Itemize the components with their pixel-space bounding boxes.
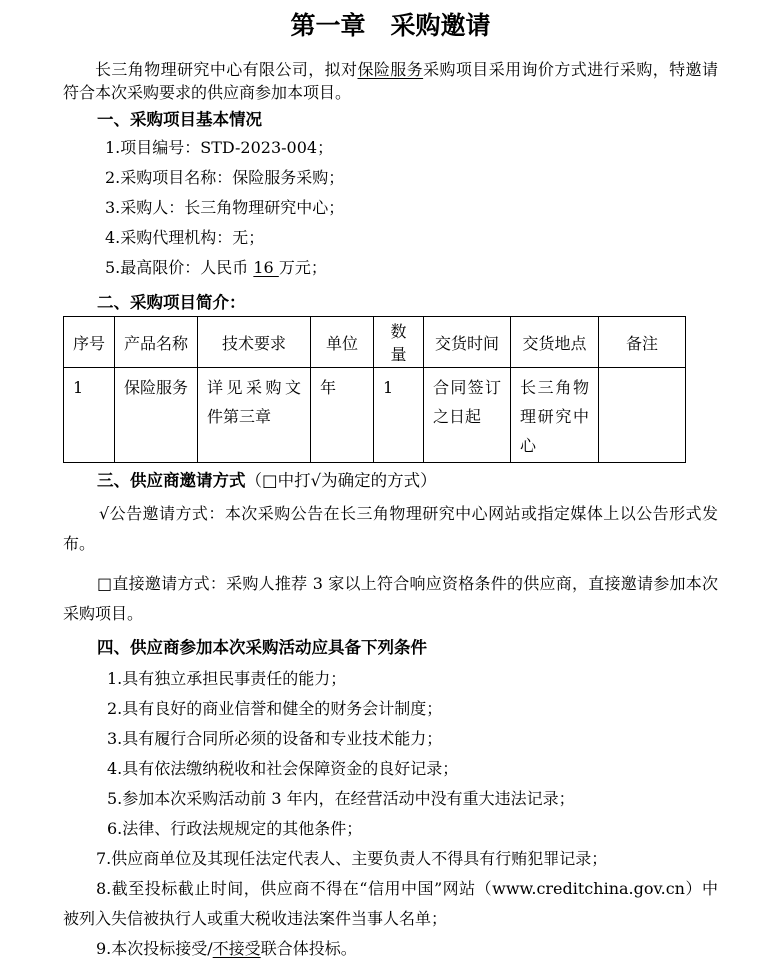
condition-item: 7.供应商单位及其现任法定代表人、主要负责人不得具有行贿犯罪记录； <box>96 849 608 868</box>
consortium-post: 联合体投标。 <box>260 939 357 958</box>
list-item: 2.采购项目名称：保险服务采购； <box>105 168 345 187</box>
max-price-post: 万元； <box>278 258 327 277</box>
cell-unit: 年 <box>311 368 374 463</box>
max-price-value: 16 <box>253 258 279 277</box>
cell-seq: 1 <box>64 368 115 463</box>
list-item: 1.项目编号：STD-2023-004； <box>105 138 334 157</box>
cell-remark <box>599 368 686 463</box>
col-header-remark: 备注 <box>599 317 686 368</box>
invite-option-direct: □直接邀请方式：采购人推荐 3 家以上符合响应资格条件的供应商，直接邀请参加本次采购项目。 <box>63 574 718 623</box>
section3-heading-bold: 三、供应商邀请方式 <box>97 471 246 490</box>
col-header-delivery-place: 交货地点 <box>511 317 599 368</box>
condition-item: 1.具有独立承担民事责任的能力； <box>107 669 347 688</box>
col-header-seq: 序号 <box>64 317 115 368</box>
cell-delivery-time: 合同签订之日起 <box>424 368 511 463</box>
max-price-pre: 5.最高限价：人民币 <box>105 258 254 277</box>
supplier-conditions-list <box>63 664 718 964</box>
chapter-title: 第一章 采购邀请 <box>290 11 491 40</box>
section3-heading <box>63 470 718 491</box>
intro-paragraph <box>63 58 718 104</box>
col-header-delivery-time: 交货时间 <box>424 317 511 368</box>
list-item: 4.采购代理机构：无； <box>105 228 265 247</box>
consortium-not-accepted: 不接受 <box>212 939 261 958</box>
section3-heading-note: （□中打√为确定的方式） <box>245 471 437 490</box>
cell-qty: 1 <box>374 368 424 463</box>
condition-item: 2.具有良好的商业信誉和健全的财务会计制度； <box>107 699 443 718</box>
condition-item-consortium <box>63 934 718 964</box>
cell-tech: 详见采购文件第三章 <box>198 368 311 463</box>
col-header-product: 产品名称 <box>115 317 198 368</box>
table-row <box>64 368 686 463</box>
condition-item: 6.法律、行政法规规定的其他条件； <box>107 819 363 838</box>
section4-heading: 四、供应商参加本次采购活动应具备下列条件 <box>97 638 427 657</box>
table-header-row <box>64 317 686 368</box>
list-item: 3.采购人：长三角物理研究中心； <box>105 198 345 217</box>
intro-text-post: 采购项目采用询价方式进行采购，特邀请符合本次采购要求的供应商参加本项目。 <box>63 60 718 102</box>
procurement-items-table <box>63 316 686 463</box>
invite-option-announcement: √公告邀请方式：本次采购公告在长三角物理研究中心网站或指定媒体上以公告形式发布。 <box>63 504 718 553</box>
cell-product: 保险服务 <box>115 368 198 463</box>
col-header-unit: 单位 <box>311 317 374 368</box>
section2-heading: 二、采购项目简介： <box>97 293 246 312</box>
condition-item: 8.截至投标截止时间，供应商不得在“信用中国”网站（www.creditchina.gov.cn）中被列入失信被执行人或重大税收违法案件当事人名单； <box>63 879 718 928</box>
intro-text-pre: 长三角物理研究中心有限公司，拟对 <box>95 60 358 79</box>
condition-item: 5.参加本次采购活动前 3 年内，在经营活动中没有重大违法记录； <box>107 789 575 808</box>
intro-underlined-term: 保险服务 <box>357 60 424 79</box>
condition-item: 4.具有依法缴纳税收和社会保障资金的良好记录； <box>107 759 459 778</box>
section1-item-list <box>63 133 718 283</box>
condition-item: 3.具有履行合同所必须的设备和专业技术能力； <box>107 729 443 748</box>
cell-delivery-place: 长三角物理研究中心 <box>511 368 599 463</box>
col-header-qty: 数量 <box>374 317 424 368</box>
col-header-tech: 技术要求 <box>198 317 311 368</box>
section1-heading: 一、采购项目基本情况 <box>97 110 262 129</box>
list-item-max-price <box>63 253 718 283</box>
consortium-pre: 9.本次投标接受/ <box>96 939 213 958</box>
